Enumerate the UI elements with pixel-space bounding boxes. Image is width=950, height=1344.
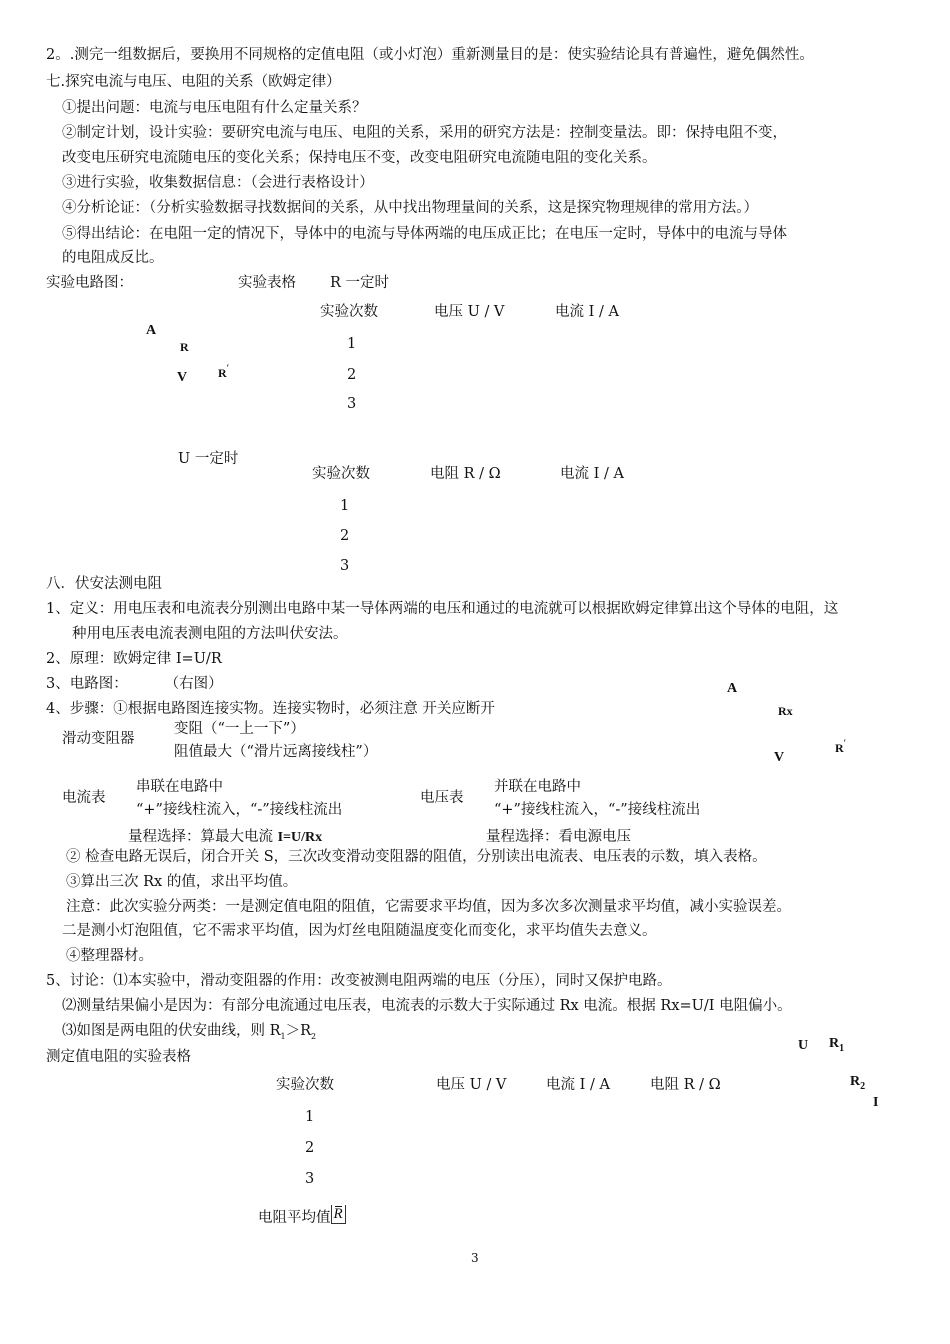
- table3-row: 1: [305, 1109, 315, 1125]
- rx-resistor-symbol: Rx: [778, 704, 793, 718]
- intro-line: 2。.测完一组数据后，要换用不同规格的定值电阻（或小灯泡）重新测量目的是：使实验结论具有普遍性，避免偶然性。: [46, 47, 814, 63]
- section7-title: 七.探究电流与电压、电阻的关系（欧姆定律）: [46, 74, 341, 90]
- table2-row: 2: [340, 528, 350, 544]
- ammeter-note-2: “+”接线柱流入，“-”接线柱流出: [136, 802, 343, 818]
- table1-header-current: 电流 I / A: [555, 304, 619, 320]
- s7-paragraph-2a: ②制定计划，设计实验：要研究电流与电压、电阻的关系，采用的研究方法是：控制变量法。即：保持电阻不变，: [62, 125, 787, 141]
- table1-row: 2: [347, 367, 357, 383]
- page-number: 3: [471, 1251, 479, 1265]
- voltmeter-symbol: V: [177, 370, 188, 385]
- rheostat-symbol: R′: [835, 738, 847, 755]
- graph-r2-label: $R_2$: [850, 1074, 866, 1092]
- s7-paragraph-5a: ⑤得出结论：在电阻一定的情况下，导体中的电流与导体两端的电压成正比；在电压一定时，导体中的电流与导体: [62, 226, 787, 242]
- s8-definition-a: 1、定义：用电压表和电流表分别测出电路中某一导体两端的电压和通过的电流就可以根据欧姆定律算出这个导体的电阻，这: [46, 601, 839, 617]
- discussion-1: 5、讨论：⑴本实验中，滑动变阻器的作用：改变被测电阻两端的电压（分压），同时又保护电路。: [46, 973, 672, 989]
- table3-header-current: 电流 I / A: [546, 1077, 610, 1093]
- voltmeter-note-1: 并联在电路中: [494, 779, 581, 795]
- rheostat-label: 滑动变阻器: [62, 731, 135, 747]
- discussion-3: ⑶如图是两电阻的伏安曲线，则 $R_1>R_2$: [62, 1023, 317, 1041]
- table3-header-voltage: 电压 U / V: [436, 1077, 507, 1093]
- table3-header-trial: 实验次数: [276, 1077, 334, 1093]
- r-bar-symbol: R: [331, 1205, 346, 1224]
- resistor-symbol: R: [180, 340, 189, 354]
- s8-steps: 4、步骤：①根据电路图连接实物。连接实物时，必须注意 开关应断开: [46, 701, 495, 717]
- s8-circuit: 3、电路图： （右图）: [46, 676, 223, 692]
- voltmeter-label: 电压表: [420, 790, 464, 806]
- note-a: 注意：此次实验分两类：一是测定值电阻的阻值，它需要求平均值，因为多次多次测量求平均值，减小实验误差。: [66, 899, 791, 915]
- s7-paragraph-2b: 改变电压研究电流随电压的变化关系；保持电压不变，改变电阻研究电流随电阻的变化关系。: [62, 150, 657, 166]
- graph-axis-u: U: [798, 1038, 809, 1053]
- table1-header-voltage: 电压 U / V: [434, 304, 505, 320]
- step-4: ④整理器材。: [66, 948, 153, 964]
- s7-paragraph-3: ③进行实验，收集数据信息：（会进行表格设计）: [62, 175, 374, 191]
- s8-definition-b: 种用电压表电流表测电阻的方法叫伏安法。: [72, 626, 348, 642]
- step-2: ② 检查电路无误后，闭合开关 S，三次改变滑动变阻器的阻值，分别读出电流表、电压表的示数，填入表格。: [66, 849, 767, 865]
- voltmeter-range: 量程选择：看电源电压: [486, 829, 631, 845]
- ammeter-note-1: 串联在电路中: [136, 779, 223, 795]
- table3-header-resistance: 电阻 R / Ω: [650, 1077, 721, 1093]
- rheostat-note-1: 变阻（“一上一下”）: [174, 721, 305, 737]
- voltmeter-symbol: V: [774, 750, 785, 765]
- table2-header-current: 电流 I / A: [560, 466, 624, 482]
- graph-r1-label: $R_1$: [829, 1036, 845, 1054]
- rheostat-note-2: 阻值最大（“滑片远离接线柱”）: [174, 744, 378, 760]
- note-b: 二是测小灯泡阻值，它不需求平均值，因为灯丝电阻随温度变化而变化，求平均值失去意义。: [62, 923, 657, 939]
- voltmeter-note-2: “+”接线柱流入，“-”接线柱流出: [494, 802, 701, 818]
- table3-row: 2: [305, 1140, 315, 1156]
- discussion-2: ⑵测量结果偏小是因为：有部分电流通过电压表，电流表的示数大于实际通过 Rx 电流。根据 Rx=U/I 电阻偏小。: [62, 998, 792, 1014]
- ammeter-label: 电流表: [62, 790, 106, 806]
- table1-row: 3: [347, 396, 357, 412]
- r-fixed-label: R 一定时: [330, 275, 390, 291]
- section8-title: 八．伏安法测电阻: [46, 576, 162, 592]
- circuit-diagram-label: 实验电路图：: [46, 275, 133, 291]
- table1-row: 1: [347, 336, 357, 352]
- table2-row: 1: [340, 498, 350, 514]
- s7-paragraph-4: ④分析论证：（分析实验数据寻找数据间的关系，从中找出物理量间的关系，这是探究物理规律的常用方法。）: [62, 200, 758, 216]
- s7-paragraph-5b: 的电阻成反比。: [62, 250, 164, 266]
- step-3: ③算出三次 Rx 的值，求出平均值。: [66, 874, 298, 890]
- experiment-table-label: 实验表格: [238, 275, 296, 291]
- table3-row: 3: [305, 1171, 315, 1187]
- table2-row: 3: [340, 558, 350, 574]
- u-fixed-label: U 一定时: [178, 451, 239, 467]
- graph-axis-i: I: [873, 1095, 879, 1110]
- table2-header-trial: 实验次数: [312, 466, 370, 482]
- table2-header-resistance: 电阻 R / Ω: [430, 466, 501, 482]
- table1-header-trial: 实验次数: [320, 304, 378, 320]
- table3-title: 测定值电阻的实验表格: [46, 1049, 191, 1065]
- ammeter-symbol: A: [727, 681, 738, 696]
- ammeter-symbol: A: [146, 323, 157, 338]
- table3-average: 电阻平均值 R: [258, 1209, 346, 1228]
- s8-principle: 2、原理：欧姆定律 I=U/R: [46, 651, 222, 667]
- s7-paragraph-1: ①提出问题：电流与电压电阻有什么定量关系？: [62, 100, 367, 116]
- ammeter-range: 量程选择：算最大电流 I=U/Rx: [128, 829, 323, 845]
- rheostat-symbol: R′: [218, 363, 230, 380]
